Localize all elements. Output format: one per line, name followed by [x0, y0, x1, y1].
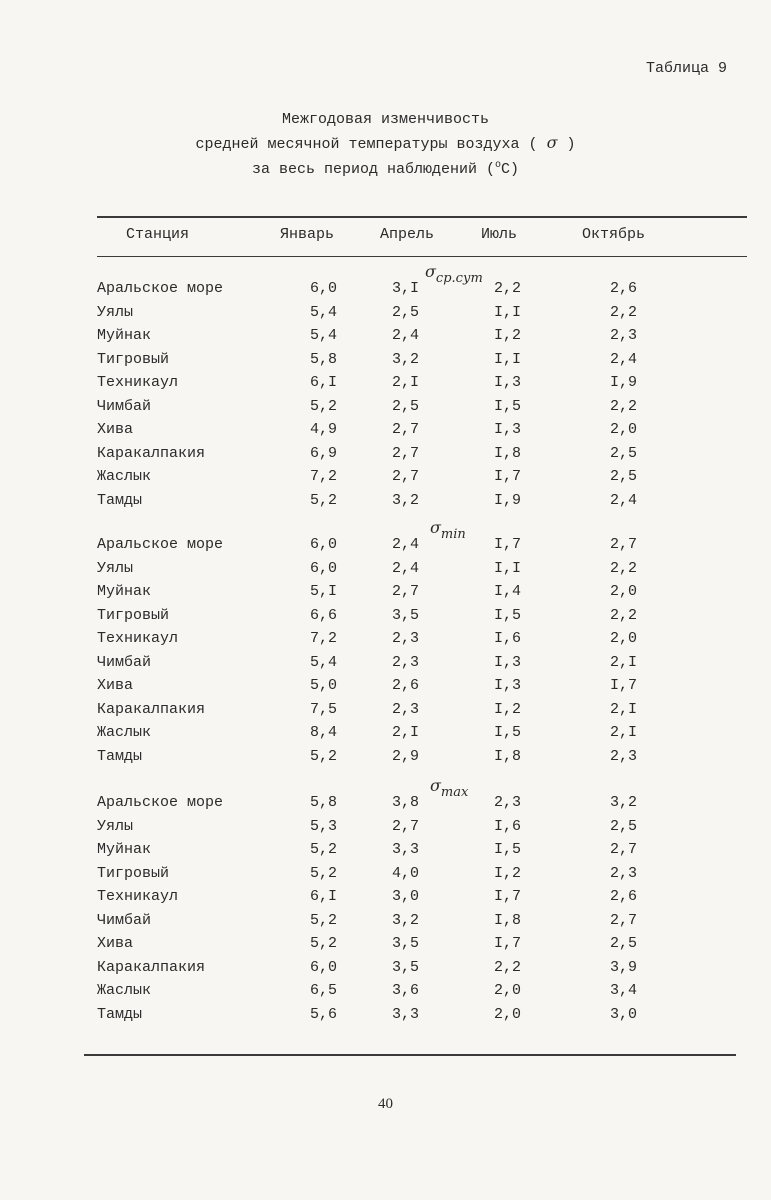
- table-row: [0, 677, 771, 700]
- july-value: I,6: [494, 817, 522, 835]
- station-name: Уялы: [97, 303, 134, 321]
- station-name: Уялы: [97, 817, 134, 835]
- table-bottom-rule: [84, 1054, 736, 1056]
- degree-symbol: о: [495, 160, 502, 171]
- october-value: 2,0: [610, 630, 638, 647]
- table-row: [0, 724, 771, 747]
- october-value: 2,5: [610, 817, 638, 835]
- july-value: I,5: [494, 841, 522, 858]
- table-row: [0, 374, 771, 397]
- station-name: Тамды: [97, 747, 143, 765]
- october-value: 2,I: [610, 653, 638, 671]
- table-row: [0, 583, 771, 606]
- title-line-2: [0, 131, 771, 156]
- october-value: 2,7: [610, 536, 638, 553]
- july-value: I,2: [494, 700, 522, 718]
- table-row: [0, 794, 771, 817]
- october-value: 2,I: [610, 700, 638, 718]
- july-value: I,5: [494, 606, 522, 624]
- april-value: 3,6: [392, 982, 420, 999]
- october-value: 2,3: [610, 864, 638, 882]
- table-row: [0, 865, 771, 888]
- april-value: 3,5: [392, 958, 420, 976]
- january-value: 5,8: [310, 794, 338, 811]
- station-name: Муйнак: [97, 583, 152, 600]
- station-name: Аральское море: [97, 794, 224, 811]
- station-name: Тамды: [97, 1005, 143, 1023]
- station-name: Муйнак: [97, 841, 152, 858]
- january-value: 6,0: [310, 280, 338, 297]
- july-value: I,3: [494, 374, 522, 391]
- header-bottom-rule: [97, 256, 747, 257]
- table-row: [0, 935, 771, 958]
- january-value: 7,2: [310, 630, 338, 647]
- july-value: I,2: [494, 327, 522, 344]
- january-value: 6,5: [310, 982, 338, 999]
- col-header-july: Июль: [481, 226, 518, 243]
- april-value: 2,3: [392, 630, 420, 647]
- col-header-april: Апрель: [380, 226, 435, 243]
- april-value: 2,I: [392, 374, 420, 391]
- table-row: [0, 818, 771, 841]
- april-value: 2,7: [392, 444, 420, 462]
- april-value: 2,7: [392, 468, 420, 485]
- july-value: I,7: [494, 536, 522, 553]
- station-name: Аральское море: [97, 280, 224, 297]
- october-value: 2,7: [610, 911, 638, 929]
- station-name: Чимбай: [97, 397, 152, 415]
- april-value: 2,7: [392, 421, 420, 438]
- april-value: 2,I: [392, 724, 420, 741]
- april-value: 2,4: [392, 536, 420, 553]
- april-value: 3,5: [392, 935, 420, 952]
- october-value: 2,5: [610, 935, 638, 952]
- july-value: I,5: [494, 724, 522, 741]
- october-value: I,7: [610, 677, 638, 694]
- october-value: 2,4: [610, 350, 638, 368]
- january-value: 4,9: [310, 421, 338, 438]
- january-value: 8,4: [310, 724, 338, 741]
- table-top-rule: [97, 216, 747, 218]
- october-value: 2,2: [610, 397, 638, 415]
- july-value: I,6: [494, 630, 522, 647]
- october-value: 2,3: [610, 747, 638, 765]
- table-row: [0, 280, 771, 303]
- january-value: 5,8: [310, 350, 338, 368]
- col-header-station: Станция: [126, 226, 190, 243]
- july-value: I,3: [494, 677, 522, 694]
- sigma-symbol: σ: [430, 518, 441, 537]
- station-name: Тамды: [97, 491, 143, 509]
- page-number: 40: [378, 1096, 393, 1112]
- table-row: [0, 654, 771, 677]
- april-value: 2,7: [392, 583, 420, 600]
- station-name: Аральское море: [97, 536, 224, 553]
- table-row: [0, 912, 771, 935]
- january-value: 5,I: [310, 583, 338, 600]
- april-value: 2,5: [392, 303, 420, 321]
- april-value: 2,5: [392, 397, 420, 415]
- station-name: Техникаул: [97, 374, 179, 391]
- july-value: 2,0: [494, 1005, 522, 1023]
- july-value: I,5: [494, 397, 522, 415]
- station-name: Тигровый: [97, 864, 170, 882]
- col-header-october: Октябрь: [582, 226, 646, 243]
- station-name: Тигровый: [97, 350, 170, 368]
- section-label-1: [430, 518, 466, 542]
- october-value: 2,0: [610, 583, 638, 600]
- april-value: 3,2: [392, 911, 420, 929]
- title-line-3: [0, 154, 771, 181]
- july-value: I,7: [494, 935, 522, 952]
- october-value: 3,0: [610, 1005, 638, 1023]
- july-value: 2,2: [494, 958, 522, 976]
- october-value: 2,2: [610, 559, 638, 577]
- table-row: [0, 536, 771, 559]
- station-name: Каракалпакия: [97, 958, 206, 976]
- section-subscript: max: [440, 785, 469, 800]
- july-value: I,3: [494, 421, 522, 438]
- section-label-2: [430, 776, 469, 800]
- station-name: Чимбай: [97, 911, 152, 929]
- title-line-3-text: за весь период наблюдений (: [251, 161, 495, 178]
- station-name: Жаслык: [97, 982, 152, 999]
- table-row: [0, 468, 771, 491]
- table-row: [0, 888, 771, 911]
- july-value: I,7: [494, 888, 522, 905]
- table-row: [0, 492, 771, 515]
- station-name: Техникаул: [97, 888, 179, 905]
- july-value: I,I: [494, 303, 522, 321]
- april-value: 2,4: [392, 327, 420, 344]
- april-value: 2,7: [392, 817, 420, 835]
- january-value: 5,2: [310, 841, 338, 858]
- title-line-2-close: ): [566, 136, 576, 153]
- april-value: 3,8: [392, 794, 420, 811]
- sigma-symbol: σ: [546, 133, 558, 152]
- april-value: 2,6: [392, 677, 420, 694]
- january-value: 5,2: [310, 935, 338, 952]
- table-row: [0, 398, 771, 421]
- section-subscript: min: [440, 527, 466, 542]
- october-value: I,9: [610, 374, 638, 391]
- july-value: I,8: [494, 747, 522, 765]
- april-value: 2,3: [392, 700, 420, 718]
- october-value: 2,3: [610, 327, 638, 344]
- station-name: Чимбай: [97, 653, 152, 671]
- july-value: I,7: [494, 468, 522, 485]
- april-value: 4,0: [392, 864, 420, 882]
- table-row: [0, 445, 771, 468]
- table-row: [0, 304, 771, 327]
- station-name: Муйнак: [97, 327, 152, 344]
- july-value: 2,3: [494, 794, 522, 811]
- april-value: 3,I: [392, 280, 420, 297]
- october-value: 2,2: [610, 606, 638, 624]
- october-value: 3,4: [610, 982, 638, 999]
- table-row: [0, 701, 771, 724]
- station-name: Тигровый: [97, 606, 170, 624]
- october-value: 2,6: [610, 888, 638, 905]
- january-value: 6,0: [310, 559, 338, 577]
- table-row: [0, 607, 771, 630]
- table-row: [0, 982, 771, 1005]
- april-value: 2,9: [392, 747, 420, 765]
- title-line-1: Межгодовая изменчивость: [281, 111, 490, 128]
- october-value: 2,5: [610, 468, 638, 485]
- january-value: 5,0: [310, 677, 338, 694]
- april-value: 3,2: [392, 491, 420, 509]
- october-value: 2,6: [610, 280, 638, 297]
- title-line-3-close: С): [501, 161, 520, 178]
- july-value: 2,0: [494, 982, 522, 999]
- table-row: [0, 351, 771, 374]
- table-row: [0, 959, 771, 982]
- january-value: 5,4: [310, 653, 338, 671]
- section-label-0: [425, 262, 483, 286]
- january-value: 6,0: [310, 958, 338, 976]
- july-value: I,I: [494, 559, 522, 577]
- october-value: 2,4: [610, 491, 638, 509]
- january-value: 6,0: [310, 536, 338, 553]
- col-header-january: Январь: [280, 226, 335, 243]
- january-value: 5,2: [310, 747, 338, 765]
- april-value: 3,5: [392, 606, 420, 624]
- january-value: 6,6: [310, 606, 338, 624]
- april-value: 3,3: [392, 1005, 420, 1023]
- january-value: 6,I: [310, 888, 338, 905]
- table-row: [0, 421, 771, 444]
- sigma-symbol: σ: [430, 776, 441, 795]
- station-name: Уялы: [97, 559, 134, 577]
- january-value: 5,2: [310, 397, 338, 415]
- sigma-symbol: σ: [425, 262, 436, 281]
- july-value: I,3: [494, 653, 522, 671]
- july-value: I,2: [494, 864, 522, 882]
- title-line-2-text: средней месячной температуры воздуха (: [195, 136, 538, 153]
- table-row: [0, 630, 771, 653]
- july-value: 2,2: [494, 280, 522, 297]
- october-value: 2,2: [610, 303, 638, 321]
- april-value: 3,0: [392, 888, 420, 905]
- station-name: Хива: [97, 677, 134, 694]
- october-value: 2,I: [610, 724, 638, 741]
- april-value: 2,3: [392, 653, 420, 671]
- january-value: 7,5: [310, 700, 338, 718]
- july-value: I,I: [494, 350, 522, 368]
- july-value: I,8: [494, 444, 522, 462]
- january-value: 5,3: [310, 817, 338, 835]
- station-name: Техникаул: [97, 630, 179, 647]
- january-value: 5,2: [310, 911, 338, 929]
- station-name: Хива: [97, 421, 134, 438]
- january-value: 6,9: [310, 444, 338, 462]
- table-row: [0, 748, 771, 771]
- table-row: [0, 560, 771, 583]
- station-name: Каракалпакия: [97, 700, 206, 718]
- january-value: 5,4: [310, 327, 338, 344]
- january-value: 5,4: [310, 303, 338, 321]
- july-value: I,8: [494, 911, 522, 929]
- january-value: 5,6: [310, 1005, 338, 1023]
- april-value: 2,4: [392, 559, 420, 577]
- table-label: Таблица 9: [645, 60, 727, 77]
- station-name: Хива: [97, 935, 134, 952]
- table-row: [0, 841, 771, 864]
- january-value: 5,2: [310, 864, 338, 882]
- april-value: 3,2: [392, 350, 420, 368]
- january-value: 5,2: [310, 491, 338, 509]
- section-subscript: ср.сут: [435, 271, 483, 286]
- january-value: 6,I: [310, 374, 338, 391]
- october-value: 3,2: [610, 794, 638, 811]
- july-value: I,9: [494, 491, 522, 509]
- october-value: 3,9: [610, 958, 638, 976]
- station-name: Жаслык: [97, 724, 152, 741]
- october-value: 2,0: [610, 421, 638, 438]
- station-name: Жаслык: [97, 468, 152, 485]
- table-row: [0, 1006, 771, 1029]
- station-name: Каракалпакия: [97, 444, 206, 462]
- april-value: 3,3: [392, 841, 420, 858]
- october-value: 2,5: [610, 444, 638, 462]
- october-value: 2,7: [610, 841, 638, 858]
- january-value: 7,2: [310, 468, 338, 485]
- july-value: I,4: [494, 583, 522, 600]
- table-row: [0, 327, 771, 350]
